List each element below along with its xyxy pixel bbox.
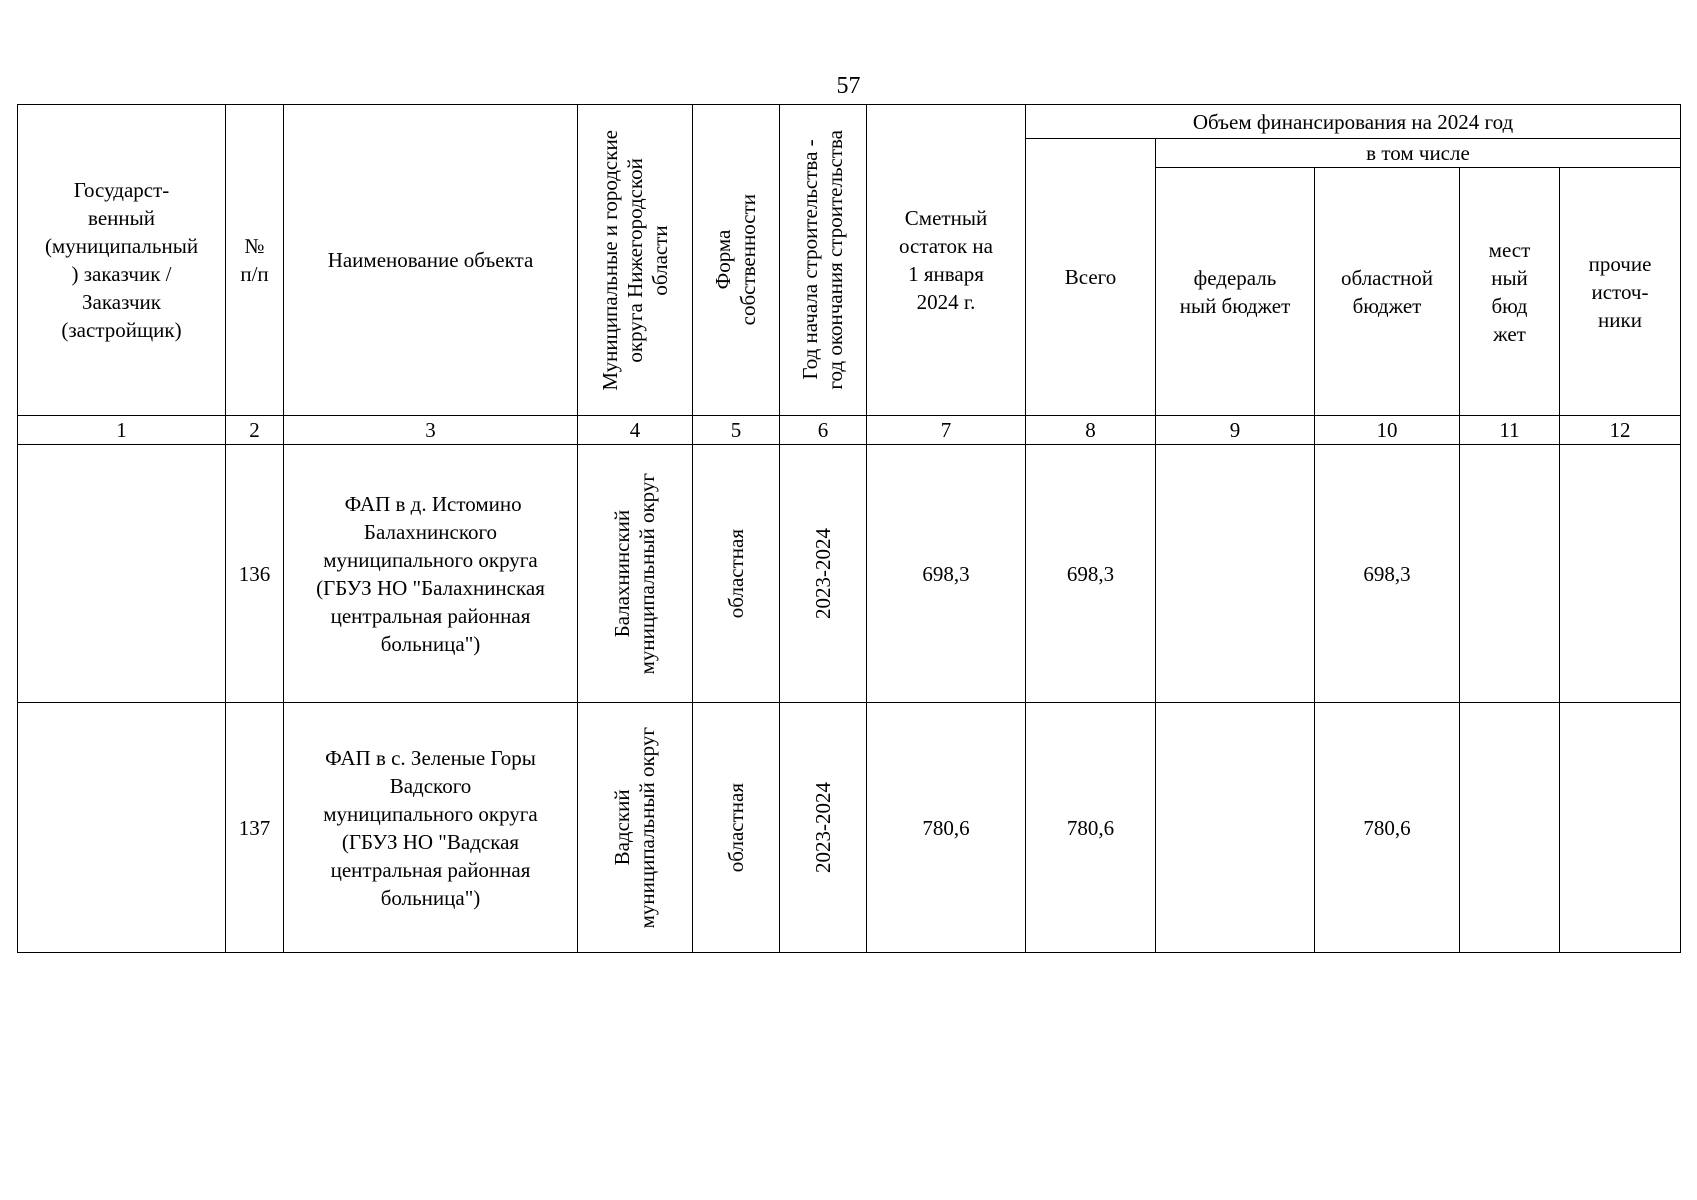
other-cell [1560, 703, 1681, 953]
row-number: 136 [226, 445, 284, 703]
header-construction-years: Год начала строительства - год окончания строительства [780, 105, 867, 416]
column-number: 12 [1560, 416, 1681, 445]
table-row [18, 703, 1681, 953]
column-number: 1 [18, 416, 226, 445]
years-cell: 2023-2024 [780, 445, 867, 703]
other-cell [1560, 445, 1681, 703]
object-name: ФАП в с. Зеленые Горы Вадского муниципального округа (ГБУЗ НО "Вадская центральная районная больница") [284, 703, 578, 953]
header-other-sources: прочие источ- ники [1560, 168, 1681, 416]
column-number: 7 [867, 416, 1026, 445]
header-total: Всего [1026, 139, 1156, 416]
total-cell: 780,6 [1026, 703, 1156, 953]
column-number: 5 [693, 416, 780, 445]
estimate-balance-cell: 780,6 [867, 703, 1026, 953]
header-district: Муниципальные и городские округа Нижегородской области [578, 105, 693, 416]
header-federal-budget: федераль ный бюджет [1156, 168, 1315, 416]
header-financing-title: Объем финансирования на 2024 год [1026, 105, 1681, 139]
federal-cell [1156, 445, 1315, 703]
ownership-cell: областная [693, 445, 780, 703]
column-number: 2 [226, 416, 284, 445]
header-including: в том числе [1156, 139, 1681, 168]
financing-table [17, 104, 1681, 953]
regional-cell: 780,6 [1315, 703, 1460, 953]
header-local-budget: мест ный бюд жет [1460, 168, 1560, 416]
years-cell: 2023-2024 [780, 703, 867, 953]
column-number: 11 [1460, 416, 1560, 445]
local-cell [1460, 445, 1560, 703]
header-regional-budget: областной бюджет [1315, 168, 1460, 416]
object-name: ФАП в д. Истомино Балахнинского муниципального округа (ГБУЗ НО "Балахнинская центральная районная больница") [284, 445, 578, 703]
customer-cell [18, 445, 226, 703]
row-number: 137 [226, 703, 284, 953]
federal-cell [1156, 703, 1315, 953]
local-cell [1460, 703, 1560, 953]
page-number: 57 [836, 73, 861, 99]
table-row [18, 445, 1681, 703]
header-object-name: Наименование объекта [284, 105, 578, 416]
column-number: 4 [578, 416, 693, 445]
district-cell: Балахнинский муниципальный округ [578, 445, 693, 703]
header-customer: Государст- венный (муниципальный ) заказчик / Заказчик (застройщик) [18, 105, 226, 416]
total-cell: 698,3 [1026, 445, 1156, 703]
column-number: 3 [284, 416, 578, 445]
header-estimate-balance: Сметный остаток на 1 января 2024 г. [867, 105, 1026, 416]
column-number: 6 [780, 416, 867, 445]
customer-cell [18, 703, 226, 953]
column-number: 9 [1156, 416, 1315, 445]
estimate-balance-cell: 698,3 [867, 445, 1026, 703]
column-number: 10 [1315, 416, 1460, 445]
header-ownership: Форма собственности [693, 105, 780, 416]
ownership-cell: областная [693, 703, 780, 953]
regional-cell: 698,3 [1315, 445, 1460, 703]
district-cell: Вадский муниципальный округ [578, 703, 693, 953]
column-numbers-row [18, 416, 1681, 445]
column-number: 8 [1026, 416, 1156, 445]
header-number: № п/п [226, 105, 284, 416]
